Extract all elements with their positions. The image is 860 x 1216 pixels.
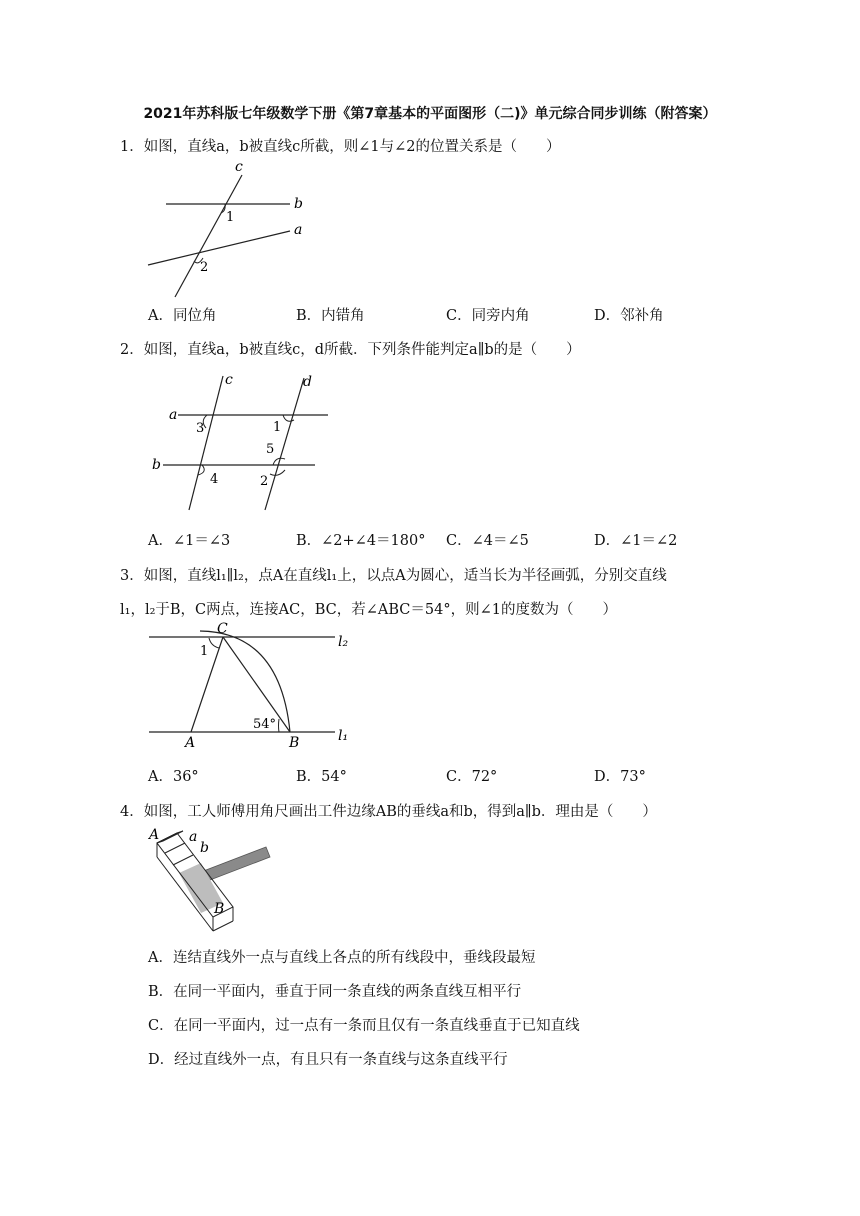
q3-option-d: D．73° [594, 769, 646, 785]
q2-angle-1: 1 [273, 420, 282, 435]
q1-label-c: c [235, 159, 243, 175]
q4-label-a-line: a [189, 829, 198, 845]
q4-option-b: B．在同一平面内，垂直于同一条直线的两条直线互相平行 [148, 984, 522, 1000]
document-title: 2021年苏科版七年级数学下册《第7章基本的平面图形（二)》单元综合同步训练（附答案） [143, 106, 717, 122]
q1-label-a: a [294, 222, 303, 238]
question-1-stem: 1．如图，直线a，b被直线c所截，则∠1与∠2的位置关系是（ ） [120, 139, 561, 155]
question-1-figure [145, 160, 315, 300]
q2-label-a: a [169, 407, 178, 423]
q4-label-b-line: b [200, 840, 209, 856]
q1-angle-2: 2 [200, 260, 209, 275]
q2-angle-5: 5 [266, 442, 275, 457]
q1-option-d: D．邻补角 [594, 308, 664, 324]
q1-angle-1: 1 [226, 210, 235, 225]
q2-angle-4: 4 [210, 472, 219, 487]
question-2-figure [145, 368, 335, 513]
q2-option-b: B．∠2+∠4＝180° [296, 533, 426, 549]
q3-label-b: B [289, 735, 300, 751]
question-3-stem-line-2: l₁，l₂于B，C两点，连接AC，BC，若∠ABC＝54°，则∠1的度数为（ ） [120, 602, 617, 618]
q3-option-b: B．54° [296, 769, 347, 785]
q1-option-c: C．同旁内角 [446, 308, 530, 324]
question-2-stem: 2．如图，直线a，b被直线c，d所截．下列条件能判定a∥b的是（ ） [120, 342, 581, 358]
q3-label-l1: l₁ [338, 728, 349, 744]
question-3-stem-line-1: 3．如图，直线l₁∥l₂，点A在直线l₁上，以点A为圆心，适当长为半径画弧，分别交直线 [120, 568, 667, 584]
q4-label-b-point: B [214, 901, 225, 917]
question-3-figure [145, 622, 360, 752]
q3-angle-1: 1 [200, 644, 209, 659]
q2-label-c: c [225, 372, 233, 388]
q2-angle-2: 2 [260, 474, 269, 489]
q1-label-b: b [294, 196, 303, 212]
q2-label-d: d [303, 374, 312, 390]
q4-option-d: D．经过直线外一点，有且只有一条直线与这条直线平行 [148, 1052, 508, 1068]
q4-label-a-point: A [149, 827, 160, 843]
q2-option-a: A．∠1＝∠3 [148, 533, 231, 549]
q4-option-c: C．在同一平面内，过一点有一条而且仅有一条直线垂直于已知直线 [148, 1018, 580, 1034]
q3-label-c: C [217, 621, 228, 637]
q2-option-c: C．∠4＝∠5 [446, 533, 529, 549]
question-4-figure [145, 825, 280, 930]
q1-option-b: B．内错角 [296, 308, 365, 324]
q4-option-a: A．连结直线外一点与直线上各点的所有线段中，垂线段最短 [148, 950, 536, 966]
q3-option-a: A．36° [148, 769, 199, 785]
q3-label-a: A [185, 735, 196, 751]
q2-label-b: b [152, 457, 161, 473]
q3-option-c: C．72° [446, 769, 498, 785]
q2-angle-3: 3 [196, 421, 205, 436]
q3-angle-54: 54° [253, 717, 277, 732]
q1-option-a: A．同位角 [148, 308, 217, 324]
question-4-stem: 4．如图，工人师傅用角尺画出工件边缘AB的垂线a和b，得到a∥b．理由是（ ） [120, 804, 657, 820]
q3-label-l2: l₂ [338, 634, 349, 650]
q2-option-d: D．∠1＝∠2 [594, 533, 678, 549]
